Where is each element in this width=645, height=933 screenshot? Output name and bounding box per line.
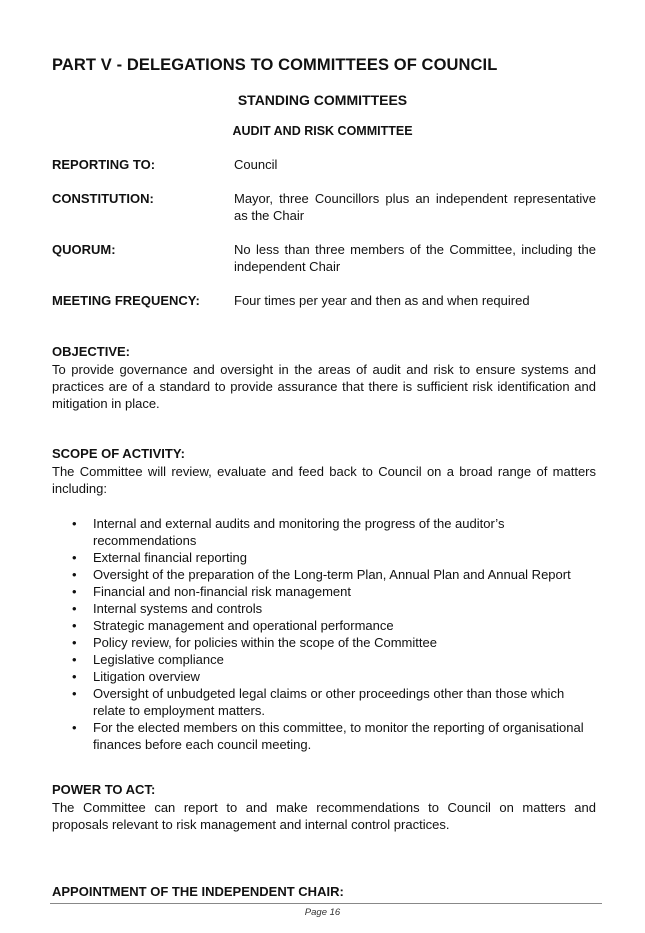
appointment-heading: APPOINTMENT OF THE INDEPENDENT CHAIR: [52,884,344,899]
footer-divider [50,903,602,904]
section-subheading: STANDING COMMITTEES [237,92,408,108]
list-item [52,685,596,719]
detail-label: CONSTITUTION: [52,191,154,206]
objective-text: To provide governance and oversight in the areas of audit and risk to ensure systems and practices are of a standard to provide assurance that there is sufficient risk identification and mitigation in place. [52,362,596,411]
list-item-text: Oversight of unbudgeted legal claims or other proceedings other than those which relate to employment matters. [93,686,565,718]
list-item-text: Legislative compliance [93,652,224,667]
scope-heading: SCOPE OF ACTIVITY: [52,446,185,461]
list-item [52,600,596,617]
power-heading: POWER TO ACT: [52,782,156,797]
list-item-text: External financial reporting [93,550,247,565]
objective-heading: OBJECTIVE: [52,344,131,359]
bullet-icon: • [72,584,77,599]
power-text: The Committee can report to and make recommendations to Council on matters and proposals relevant to risk management and internal control practices. [52,800,596,832]
list-item [52,515,596,549]
list-item [52,651,596,668]
detail-label: MEETING FREQUENCY: [52,293,200,308]
list-item-text: Internal systems and controls [93,601,263,616]
list-item-text: Litigation overview [93,669,200,684]
bullet-icon: • [72,652,77,667]
list-item [52,566,596,583]
list-item [52,583,596,600]
bullet-icon: • [72,720,77,735]
scope-list [52,515,596,753]
list-item [52,668,596,685]
detail-value: Mayor, three Councillors plus an independent representative as the Chair [234,191,596,223]
list-item-text: Internal and external audits and monitoring the progress of the auditor’s recommendations [93,516,505,548]
bullet-icon: • [72,516,77,531]
page-number: Page 16 [304,907,341,918]
list-item [52,617,596,634]
list-item-text: For the elected members on this committee, to monitor the reporting of organisational finances before each council meeting. [93,720,584,752]
detail-value: No less than three members of the Committee, including the independent Chair [234,242,596,274]
detail-label: REPORTING TO: [52,157,156,172]
bullet-icon: • [72,550,77,565]
bullet-icon: • [72,686,77,701]
bullet-icon: • [72,601,77,616]
bullet-icon: • [72,567,77,582]
list-item-text: Strategic management and operational performance [93,618,394,633]
list-item [52,719,596,753]
list-item-text: Financial and non-financial risk management [93,584,351,599]
scope-intro: The Committee will review, evaluate and feed back to Council on a broad range of matters including: [52,464,596,496]
detail-value: Four times per year and then as and when required [234,293,530,308]
detail-label: QUORUM: [52,242,116,257]
list-item [52,549,596,566]
list-item [52,634,596,651]
list-item-text: Policy review, for policies within the scope of the Committee [93,635,437,650]
list-item-text: Oversight of the preparation of the Long-term Plan, Annual Plan and Annual Report [93,567,571,582]
page-heading: PART V - DELEGATIONS TO COMMITTEES OF COUNCIL [52,56,498,74]
committee-title: AUDIT AND RISK COMMITTEE [232,124,413,138]
bullet-icon: • [72,618,77,633]
detail-value: Council [234,157,278,172]
bullet-icon: • [72,669,77,684]
bullet-icon: • [72,635,77,650]
